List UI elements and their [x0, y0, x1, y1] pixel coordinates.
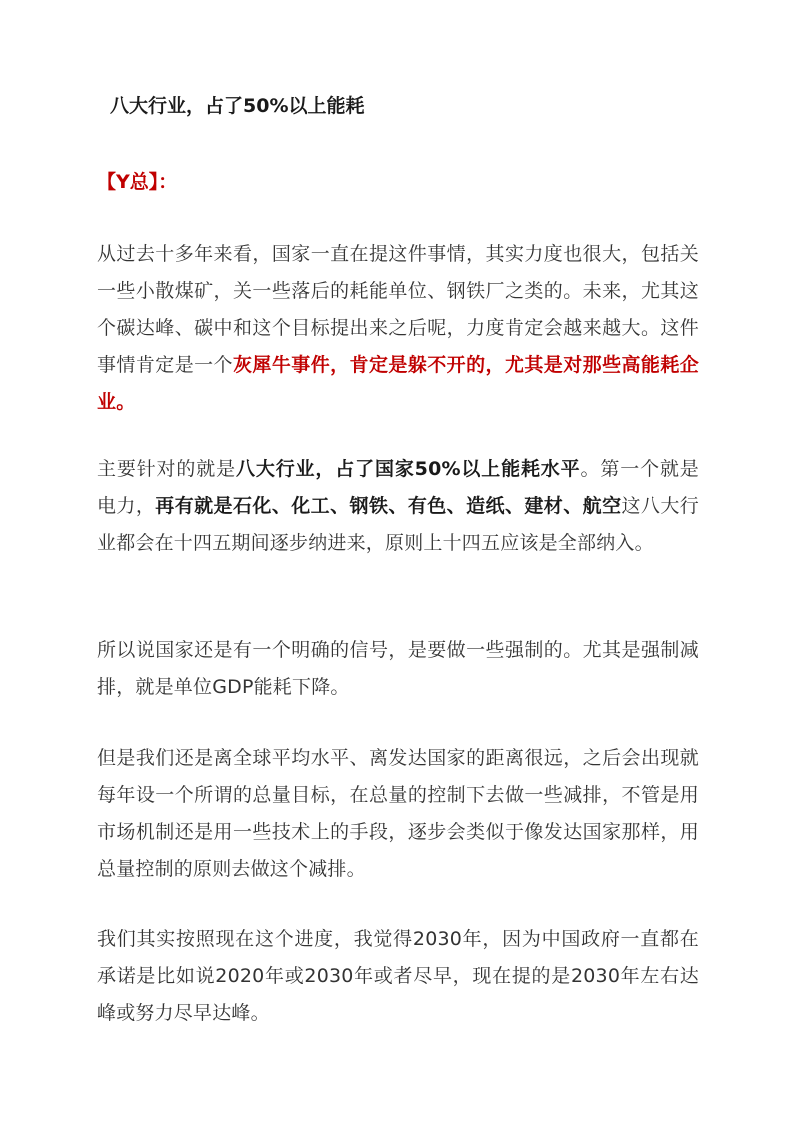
- paragraph-2-bold-b: 再有就是石化、化工、钢铁、有色、造纸、建材、航空: [155, 495, 622, 517]
- paragraph-1: [97, 236, 699, 421]
- paragraph-3: [97, 632, 699, 706]
- paragraph-2-text-b: 。第一个就是电力，: [97, 458, 699, 517]
- paragraph-1-text: 从过去十多年来看，国家一直在提这件事情，其实力度也很大，包括关一些小散煤矿，关一些落后的耗能单位、钢铁厂之类的。未来，尤其这个碳达峰、碳中和这个目标提出来之后呢，力度肯定会越来越大。这件事情肯定是一个: [97, 243, 699, 376]
- section-heading: 八大行业，占了50%以上能耗: [110, 95, 365, 117]
- paragraph-2-bold-a: 八大行业，占了国家50%以上能耗水平: [235, 458, 581, 480]
- paragraph-4-text: 但是我们还是离全球平均水平、离发达国家的距离很远，之后会出现就每年设一个所谓的总量目标，在总量的控制下去做一些减排，不管是用市场机制还是用一些技术上的手段，逐步会类似于像发达国家那样，用总量控制的原则去做这个减排。: [97, 747, 699, 880]
- paragraph-2-text-c: 这八大行业都会在十四五期间逐步纳进来，原则上十四五应该是全部纳入。: [97, 495, 699, 554]
- paragraph-2: [97, 451, 699, 562]
- paragraph-5: [97, 921, 699, 1032]
- paragraph-3-text: 所以说国家还是有一个明确的信号，是要做一些强制的。尤其是强制减排，就是单位GDP能耗下降。: [97, 639, 699, 698]
- paragraph-1-highlight: 灰犀牛事件，肯定是躲不开的，尤其是对那些高能耗企业。: [97, 354, 699, 413]
- speaker-label: 【Y总】：: [97, 171, 178, 193]
- paragraph-5-text: 我们其实按照现在这个进度，我觉得2030年，因为中国政府一直都在承诺是比如说2020年或2030年或者尽早，现在提的是2030年左右达峰或努力尽早达峰。: [97, 928, 699, 1024]
- paragraph-4: [97, 740, 699, 888]
- paragraph-2-text-a: 主要针对的就是: [97, 458, 236, 480]
